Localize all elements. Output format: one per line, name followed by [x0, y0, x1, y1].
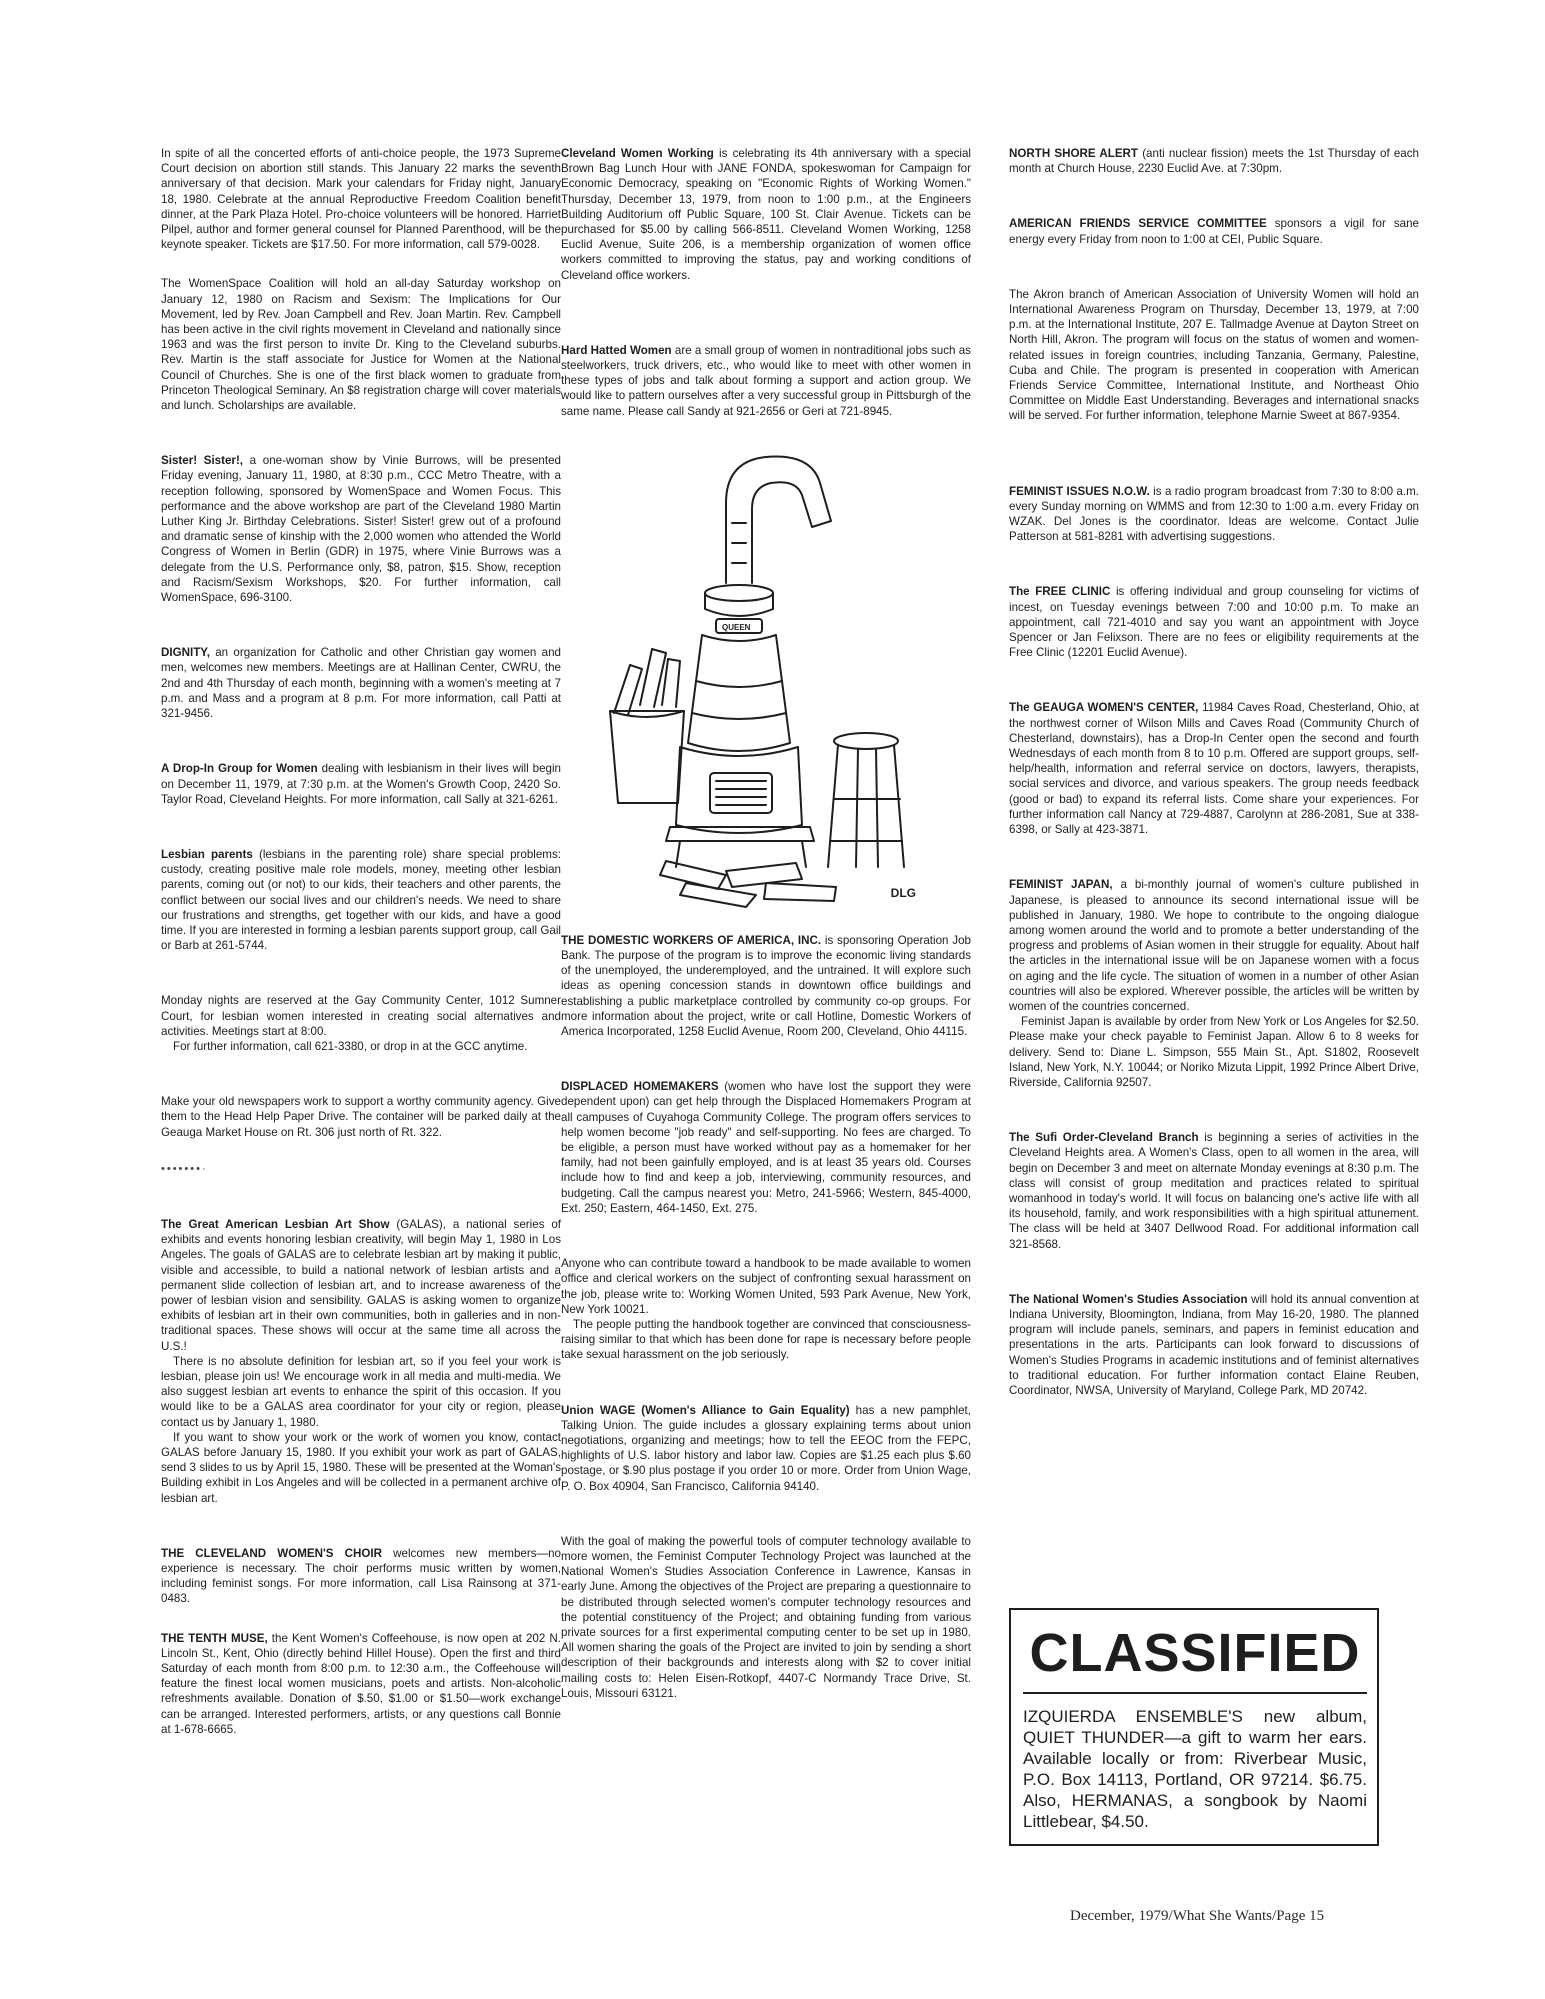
announcement-drop-in-group: A Drop-In Group for Women dealing with lesbianism in their lives will begin on December 11, 1979, at 7:30 p.m. at the Women's Growth Coop, 2420 So. Taylor Road, Cleveland Heights. For more information, call Sally at 321-6261. [161, 762, 561, 806]
announcement-paper-drive: Make your old newspapers work to support a worthy community agency. Give them to the Head Help Paper Drive. The container will be parked daily at the Geauga Market House on Rt. 306 just north of Rt. 322. [161, 1095, 561, 1139]
announcement-dignity: DIGNITY, an organization for Catholic and other Christian gay women and men, welcomes new members. Meetings are at Hallinan Center, CWRU, the 2nd and 4th Thursday of each month, beginning with a women's meeting at 7 p.m. and Mass and a program at 8 p.m. For more information, call Patti at 321-9456. [161, 646, 561, 721]
stove-drawing [606, 443, 926, 913]
announcement-feminist-japan: FEMINIST JAPAN, a bi-monthly journal of women's culture published in Japanese, is pleased to announce its second international issue will be published in January, 1980. We hope to contribute to the ongoing dialogue among women around the world and to promote a better understanding of the progress and problems of Asian women in their struggle for equality. About half the articles in the international issue will be on Japanese women with a focus on aging and the life cycle. The situation of women in a number of other Asian countries will also be explored. Wherever possible, the articles will be written by women of the countries concerned. Feminist Japan is available by order from New York or Los Angeles for $2.50. Please make your check payable to Feminist Japan. Allow 6 to 8 weeks for delivery. Send to: Diane L. Simpson, 555 Main St., Apt. S1802, Roosevelt Island, New York, N.Y. 10044; or Noriko Mizuta Lippit, 1992 Prince Albert Drive, Riverside, California 92507. [1009, 878, 1420, 1089]
announcement-cleveland-women-working: Cleveland Women Working is celebrating its 4th anniversary with a special Brown Bag Lunch Hour with JANE FONDA, spokeswoman for Campaign for Economic Democracy, speaking on "Economic Rights of Working Women." Thursday, December 13, 1979, from noon to 1:00 p.m., at the Engineers Building Auditorium off Public Square, 100 St. Clair Avenue. Tickets can be purchased for $5.00 by calling 566-8511. Cleveland Women Working, 1258 Euclid Avenue, Suite 206, is a membership organization of women office workers committed to improving the status, pay and working conditions of Cleveland office workers. [561, 147, 971, 282]
announcement-abortion-anniversary: In spite of all the concerted efforts of anti-choice people, the 1973 Supreme Court decision on abortion still stands. This January 22 marks the seventh anniversary of that decision. Mark your calendars for Friday night, January 18, 1980. Celebrate at the annual Reproductive Freedom Coalition benefit dinner, at the Park Plaza Hotel. Pro-choice volunteers will be honored. Harriet Pilpel, author and former general counsel for Planned Parenthood, will be the keynote speaker. Tickets are $17.50. For more information, call 579-0028. [161, 147, 561, 252]
artist-signature: DLG [890, 885, 916, 900]
announcement-sexual-harassment-handbook: Anyone who can contribute toward a handbook to be made available to women office and clerical workers on the subject of confronting sexual harassment on the job, please write to: Working Women United, 593 Park Avenue, New York, New York 10021. The people putting the handbook together are convinced that consciousness-raising similar to that which has been done for rape is necessary before people take sexual harassment on the job seriously. [561, 1257, 971, 1362]
announcement-hard-hatted-women: Hard Hatted Women are a small group of women in nontraditional jobs such as steelworkers, truck drivers, etc., who would like to meet with other women in these types of jobs and talk about forming a support and action group. We would like to pattern ourselves after a very successful group in Pittsburgh of the same name. Please call Sandy at 921-2656 or Geri at 721-8945. [561, 343, 971, 418]
announcement-geauga-womens-center: The GEAUGA WOMEN'S CENTER, 11984 Caves Road, Chesterland, Ohio, at the northwest corner of Wilson Mills and Caves Road (Community Church of Chesterland, downstairs), has a Drop-In Center open the second and fourth Wednesdays of each month from 8 to 10 p.m. Offered are support groups, self-help/health, information and referral service on doctors, lawyers, therapists, social services and divorce, and various speakers. The group needs feedback (good or bad) to expand its referral lists. Come share your experiences. For further information call Nancy at 729-4887, Carolynn at 286-2081, Sue at 338-6398, or Sally at 423-3871. [1009, 701, 1419, 837]
announcement-displaced-homemakers: DISPLACED HOMEMAKERS (women who have lost the support they were dependent upon) can get help through the Displaced Homemakers Program at all campuses of Cuyahoga Community College. The program offers services to help women become "job ready" and self-supporting. No fees are charged. To be eligible, a person must have worked without pay as a homemaker for her family, had not been gainfully employed, and is at least 35 years old. Courses include how to find and keep a job, interviewing, community resources, and budgeting. Call the campus nearest you: Metro, 241-5966; Western, 845-4000, Ext. 250; Eastern, 464-1450, Ext. 275. [561, 1080, 971, 1215]
classified-ad-text: IZQUIERDA ENSEMBLE'S new album, QUIET THUNDER—a gift to warm her ears. Available locally or from: Riverbear Music, P.O. Box 14113, Portland, OR 97214. $6.75. Also, HERMANAS, a songbook by Naomi Littlebear, $4.50. [1023, 1707, 1367, 1831]
announcement-afsc: AMERICAN FRIENDS SERVICE COMMITTEE sponsors a vigil for sane energy every Friday from noon to 1:00 at CEI, Public Square. [1009, 217, 1419, 246]
separator-dots: •••••••· [161, 1162, 208, 1175]
middle-column [561, 146, 971, 1741]
announcement-union-wage: Union WAGE (Women's Alliance to Gain Equality) has a new pamphlet, Talking Union. The guide includes a glossary explaining terms about union negotiations, organizing and meetings; how to tell the EEOC from the FEPC, highlights of U.S. labor history and labor law. Copies are $1.25 each plus $.60 postage, or $.90 plus postage if you order 10 or more. Order from Union Wage, P. O. Box 40904, San Francisco, California 94140. [561, 1403, 971, 1493]
announcement-nwsa-convention: The National Women's Studies Association will hold its annual convention at Indiana University, Bloomington, Indiana, from May 16-20, 1980. The planned program will include panels, seminars, and papers in feminist education and presentations in the arts. Participants can look forward to discussions of Women's Studies Programs in academic institutions and of feminist alternatives to traditional education. For further information contact Elaine Reuben, Coordinator, NWSA, University of Maryland, College Park, MD 20742. [1009, 1292, 1419, 1397]
announcement-north-shore-alert: NORTH SHORE ALERT (anti nuclear fission) meets the 1st Thursday of each month at Church House, 2230 Euclid Ave. at 7:30pm. [1009, 147, 1419, 176]
stove-label: QUEEN [722, 622, 751, 632]
right-column [1009, 146, 1419, 1438]
classified-box [1009, 1608, 1379, 1846]
announcement-sister-sister: Sister! Sister!, a one-woman show by Vinie Burrows, will be presented Friday evening, January 11, 1980, at 8:30 p.m., CCC Metro Theatre, with a reception following, sponsored by WomenSpace and Women Focus. This performance and the above workshop are part of the Cleveland 1980 Martin Luther King Jr. Birthday Celebrations. Sister! Sister! grew out of a profound and dramatic sense of kinship with the 2,000 women who attended the World Congress of Women in Berlin (GDR) in 1975, where Vinie Burrows was a delegate from the U.S. Performance only, $8, patron, $15. Show, reception and Racism/Sexism Workshops, $20. For further information, call WomenSpace, 696-3100. [161, 454, 561, 605]
page-footer: December, 1979/What She Wants/Page 15 [1070, 1908, 1325, 1924]
announcement-free-clinic: The FREE CLINIC is offering individual and group counseling for victims of incest, on Tuesday evenings between 7:00 and 10:00 p.m. To make an appointment, call 721-4010 and say you want an appointment with Joyce Spencer or Jan Felixson. There are no fees or eligibility requirements at the Free Clinic (12201 Euclid Avenue). [1009, 585, 1419, 660]
announcement-aauw-akron: The Akron branch of American Association of University Women will hold an International Awareness Program on Thursday, December 13, 1979, at 7:00 p.m. at the International Institute, 207 E. Tallmadge Avenue at Dayton Street on North Hill, Akron. The program will focus on the status of women and women-related issues in foreign countries, including Tanzania, Germany, Palestine, Cuba and Chile. The program is presented in cooperation with American Friends Service Committee, International Institute, and Northeast Ohio Committee on Middle East Understanding. Beverages and international snacks will be served. For further information, telephone Marnie Sweet at 867-9354. [1009, 287, 1419, 423]
left-column [161, 146, 561, 1777]
announcement-feminist-issues-now: FEMINIST ISSUES N.O.W. is a radio program broadcast from 7:30 to 8:00 a.m. every Sunday morning on WMMS and from 12:30 to 1:00 a.m. every Friday on WZAK. Del Jones is the coordinator. Ideas are welcome. Contact Julie Patterson at 581-8281 with advertising suggestions. [1009, 484, 1419, 544]
announcement-racism-sexism-workshop: The WomenSpace Coalition will hold an all-day Saturday workshop on January 12, 1980 on Racism and Sexism: The Implications for Our Movement, led by Rev. Joan Campbell and Rev. Joan Martin. Rev. Campbell has been active in the civil rights movement in Cleveland and nationally since 1963 and was the first person to invite Dr. King to the Cleveland suburbs. Rev. Martin is the staff associate for Justice for Women at the National Council of Churches. She is one of the first black women to graduate from Princeton Theological Seminary. An $8 registration charge will cover materials and lunch. Scholarships are available. [161, 277, 561, 413]
announcement-sufi-order: The Sufi Order-Cleveland Branch is beginning a series of activities in the Cleveland Heights area. A Women's Class, open to all women in the area, will begin on December 3 and meet on alternate Monday evenings at 8:30 p.m. The class will consist of group meditation and practices related to spiritual womanhood in today's world. It will focus on balancing one's active life with all its household, family, and work responsibilities with a high spiritual attunement. The class will be held at 3407 Dellwood Road. For additional information call 321-8568. [1009, 1131, 1419, 1251]
classified-title: CLASSIFIED [1023, 1624, 1367, 1694]
announcement-gay-community-center: Monday nights are reserved at the Gay Community Center, 1012 Sumner Court, for lesbian women interested in creating social alternatives and activities. Meetings start at 8:00. For further information, call 621-3380, or drop in at the GCC anytime. [161, 994, 561, 1053]
announcement-tenth-muse: THE TENTH MUSE, the Kent Women's Coffeehouse, is now open at 202 N. Lincoln St., Kent, Ohio (directly behind Hillel House). Open the first and third Saturday of each month from 8:00 p.m. to 12:30 a.m., the Coffeehouse will feature the finest local women musicians, poets and artists. Non-alcoholic refreshments available. Donation of $.50, $1.00 or $1.50—work exchange can be arranged. Interested performers, artists, or any questions call Bonnie at 1-678-6665. [161, 1631, 561, 1736]
announcement-galas: The Great American Lesbian Art Show (GALAS), a national series of exhibits and events honoring lesbian creativity, will begin May 1, 1980 in Los Angeles. The goals of GALAS are to celebrate lesbian art by making it public, visible and accessible, to build a national network of lesbian artists and a permanent slide collection of lesbian art, and to increase awareness of the power of lesbian vision and sensibility. GALAS is asking women to organize exhibits of lesbian art in their own communities, both in galleries and in non-traditional spaces. These shows will occur at the same time all across the U.S.! There is no absolute definition for lesbian art, so if you feel your work is lesbian, please join us! We encourage work in all media and multi-media. We also suggest lesbian art events to enhance the spirit of this occasion. If you would like to be a GALAS area coordinator for your city or region, please contact us by January 1, 1980. If you want to show your work or the work of women you know, contact GALAS before January 15, 1980. If you exhibit your work as part of GALAS, send 3 slides to us by April 15, 1980. These will be presented at the Woman's Building exhibit in Los Angeles and will be collected in a permanent archive of lesbian art. [161, 1217, 561, 1505]
stove-illustration [606, 443, 926, 913]
announcement-lesbian-parents: Lesbian parents (lesbians in the parenting role) share special problems: custody, creating positive male role models, money, meeting other lesbian parents, coming out (or not) to our kids, their teachers and other parents, the conflict between our social lives and our children's needs. We need to share our frustrations and strengths, get together with our kids, and have a good time. If you are interested in forming a lesbian parents support group, call Gail or Barb at 261-5744. [161, 847, 561, 953]
announcement-domestic-workers: THE DOMESTIC WORKERS OF AMERICA, INC. is sponsoring Operation Job Bank. The purpose of the program is to improve the economic living standards of the unemployed, the underemployed, and the untrained. It will explore such ideas as opening concession stands in downtown office buildings and establishing a public marketplace controlled by community co-op groups. For more information about the project, write or call Hotline, Domestic Workers of America Incorporated, 1258 Euclid Avenue, Room 200, Cleveland, Ohio 44115. [561, 933, 971, 1039]
announcement-computer-technology-project: With the goal of making the powerful tools of computer technology available to more women, the Feminist Computer Technology Project was launched at the National Women's Studies Association Conference in Lawrence, Kansas in early June. Among the objectives of the Project are preparing a questionnaire to be distributed through selected women's computer technology resources and the potential constituency of the Project; and obtaining funding from various private sources for a first experimental computing center to be set up in 1980. All women sharing the goals of the Project are invited to join by sending a short description of their backgrounds and interests along with $2 to cover initial mailing costs to: Helen Eisen-Rotkopf, 4407-C Normandy Trace Drive, St. Louis, Missouri 63121. [561, 1534, 971, 1700]
announcement-womens-choir: THE CLEVELAND WOMEN'S CHOIR welcomes new members—no experience is necessary. The choir performs music written by women, including feminist songs. For more information, call Lisa Rainsong at 371-0483. [161, 1546, 561, 1606]
